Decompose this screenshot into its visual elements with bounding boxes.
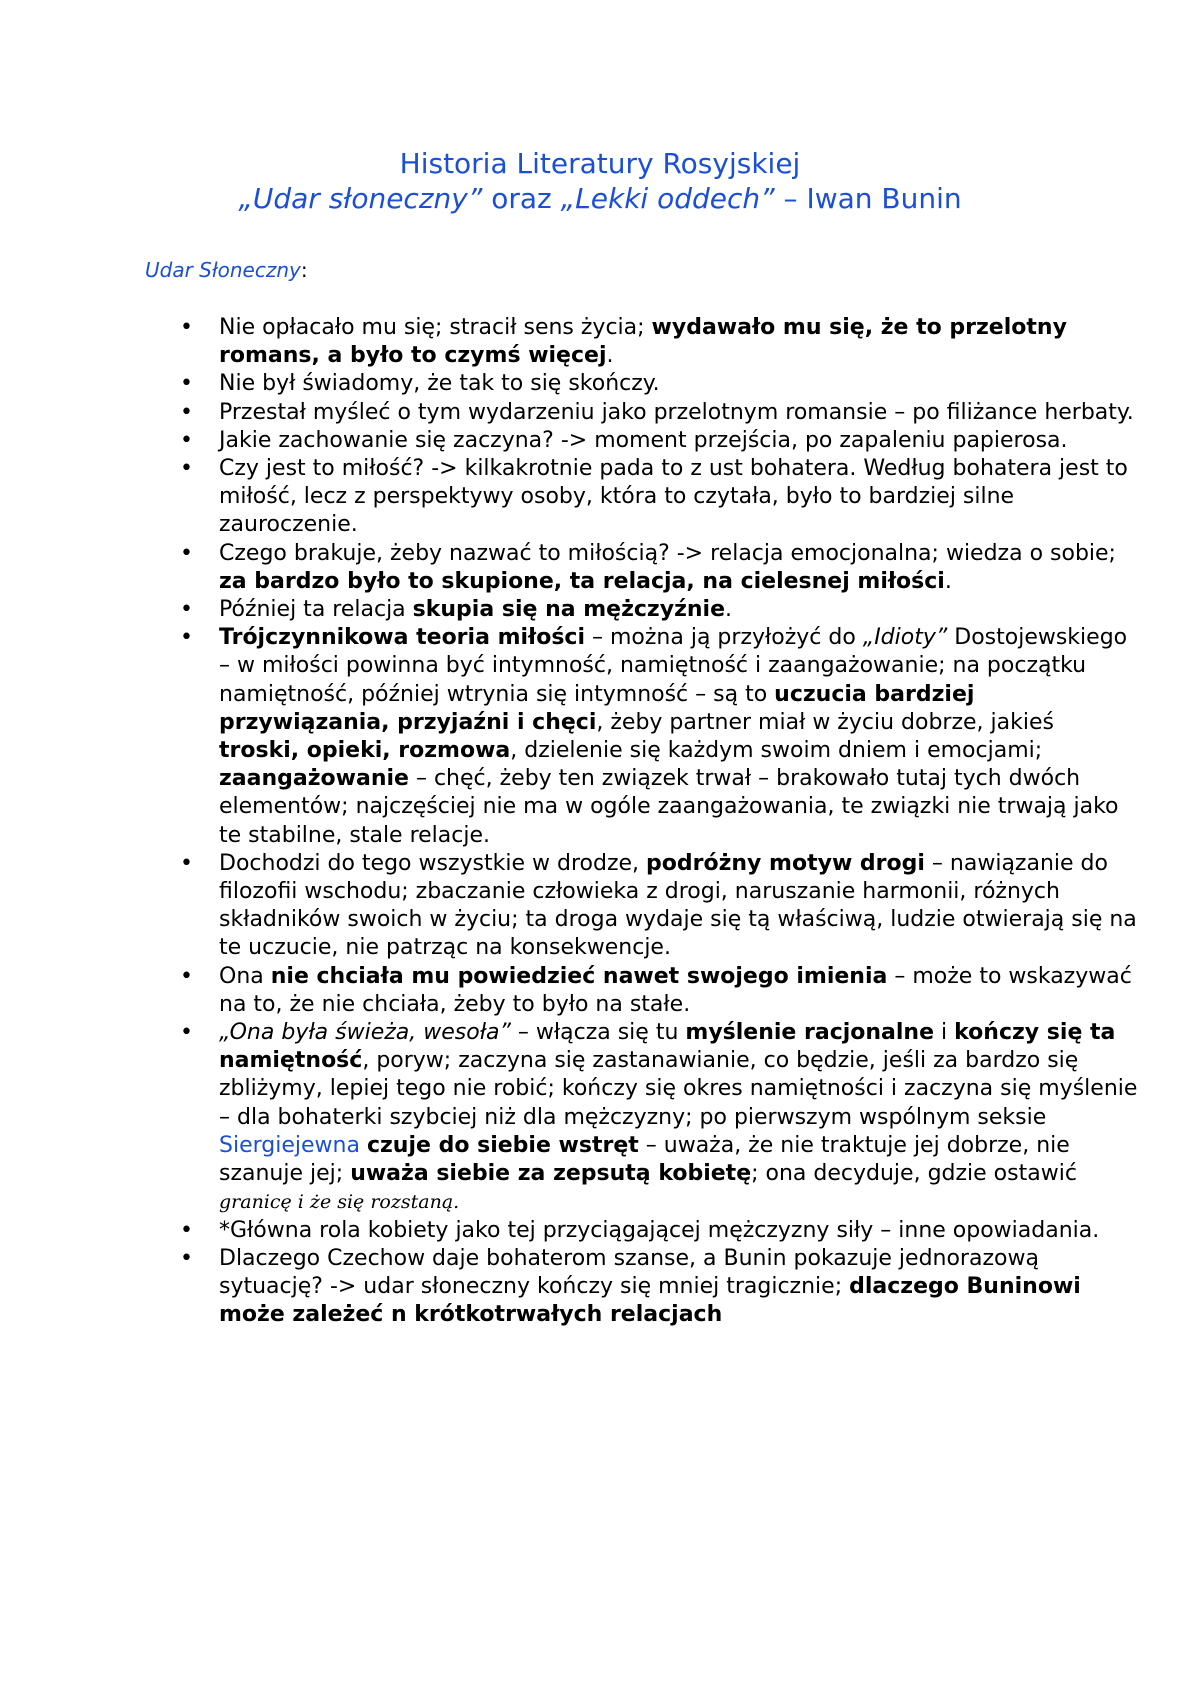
item-text: Dochodzi do tego wszystkie w drodze, <box>219 850 647 876</box>
subtitle-conjunction: oraz <box>482 182 561 215</box>
item-italic: „Ona była świeża, wesoła” <box>219 1020 511 1046</box>
list-item <box>219 624 1139 850</box>
item-text: Później ta relacja <box>219 597 413 623</box>
item-bold: zaangażowanie <box>219 766 409 792</box>
item-text: Nie był świadomy, że tak to się skończy. <box>219 371 660 397</box>
document-subtitle <box>0 182 1200 216</box>
item-text: Czy jest to miłość? -> kilkakrotnie pada to z ust bohatera. Według bohatera jest to miłość, lecz z perspektywy osoby, która to czytała, było to bardziej silne zauroczenie. <box>219 456 1128 538</box>
item-text: . <box>606 343 614 369</box>
item-bold: kończy się ta namiętność <box>219 1020 1116 1074</box>
work-title-udar: „Udar słoneczny” <box>238 182 483 215</box>
item-text: . <box>725 597 733 623</box>
item-text: – włącza się tu <box>510 1020 686 1046</box>
subtitle-author: – Iwan Bunin <box>774 182 962 215</box>
section-colon: : <box>300 258 308 282</box>
item-text: Przestał myśleć o tym wydarzeniu jako przelotnym romansie – po filiżance herbaty. <box>219 399 1134 425</box>
item-text: , poryw; zaczyna się zastanawianie, co będzie, jeśli za bardzo się zbliżymy, lepiej tego nie robić; kończy się okres namiętności i zaczyna się myślenie – dla bohaterki szybciej niż dla mężczyzny; po pierwszym wspólnym seksie <box>219 1048 1138 1130</box>
list-item <box>219 850 1139 963</box>
work-title-lekki: „Lekki oddech” <box>560 182 775 215</box>
list-item <box>219 963 1139 1019</box>
item-text <box>360 1133 367 1158</box>
item-bold: dlaczego Buninowi może zależeć n krótkotrwałych relacjach <box>219 1273 1081 1328</box>
item-bold: podróżny motyw drogi <box>646 850 925 876</box>
section-heading <box>145 258 308 282</box>
list-item <box>219 1019 1139 1216</box>
item-text: Czego brakuje, żeby nazwać to miłością? -> relacja emocjonalna; wiedza o sobie; <box>219 540 1116 566</box>
item-italic: „Idioty” <box>862 625 948 651</box>
item-bold: nie chciała mu powiedzieć nawet swojego imienia <box>270 963 888 989</box>
character-name: Siergiejewna <box>219 1132 360 1158</box>
item-bold: za bardzo było to skupione, ta relacja, na cielesnej miłości <box>219 568 945 594</box>
item-text: ; ona decyduje, gdzie ostawić <box>751 1161 1077 1187</box>
item-text: Dlaczego Czechow daje bohaterom szanse, a Bunin pokazuje jednorazową sytuację? -> udar słoneczny kończy się mniej tragicznie; <box>219 1245 1039 1299</box>
item-bold: skupia się na mężczyźnie <box>412 597 726 623</box>
document-title: Historia Literatury Rosyjskiej <box>399 147 801 180</box>
item-bold: troski, opieki, rozmowa <box>219 738 511 764</box>
notes-list <box>145 314 1139 1329</box>
item-text: – chęć, żeby ten związek trwał – brakowało tutaj tych dwóch elementów; najczęściej nie ma w ogóle zaangażowania, te związki nie trwają jako te stabilne, stale relacje. <box>219 766 1119 848</box>
item-bold: czuje do siebie wstręt <box>366 1132 639 1158</box>
list-item <box>219 540 1139 596</box>
item-bold: wydawało mu się, że to przelotny romans, a było to czymś więcej <box>219 315 1067 369</box>
item-text: , dzielenie się każdym swoim dniem i emocjami; <box>510 738 1043 764</box>
item-text: Dostojewskiego – w miłości powinna być intymność, namiętność i zaangażowanie; na początku namiętność, później wtrynia się intymność – są to <box>219 625 1128 707</box>
list-item <box>219 427 1139 455</box>
item-bold: uczucia bardziej przywiązania, przyjaźni i chęci <box>219 681 975 735</box>
item-bold: uważa siebie za zepsutą kobietę <box>350 1161 752 1187</box>
list-item <box>219 596 1139 624</box>
list-item <box>219 1245 1139 1330</box>
item-text: – nawiązanie do filozofii wschodu; zbaczanie człowieka z drogi, naruszanie harmonii, różnych składników swoich w życiu; ta droga wydaje się tą właściwą, ludzie otwierają się na te uczucie, nie patrząc na konsekwencje. <box>219 850 1137 961</box>
list-item <box>219 399 1139 427</box>
item-text: i <box>934 1020 955 1046</box>
item-text: Nie opłacało mu się; stracił sens życia; <box>219 315 652 340</box>
item-text: – uważa, że nie traktuje jej dobrze, nie szanuje jej; <box>219 1132 1070 1187</box>
list-item <box>219 370 1139 398</box>
item-text: – może to wskazywać na to, że nie chciała, żeby to było na stałe. <box>219 963 1132 1017</box>
list-item <box>219 455 1139 540</box>
item-text: Ona <box>219 963 271 989</box>
item-text: Jakie zachowanie się zaczyna? -> moment przejścia, po zapaleniu papierosa. <box>219 427 1068 453</box>
item-text: *Główna rola kobiety jako tej przyciągającej mężczyzny siły – inne opowiadania. <box>219 1217 1100 1243</box>
section-label: Udar Słoneczny <box>145 258 301 282</box>
item-text: , żeby partner miał w życiu dobrze, jakieś <box>596 709 1054 735</box>
item-text: – można ją przyłożyć do <box>585 625 863 651</box>
item-serif-text: granicę i że się rozstaną. <box>219 1191 460 1214</box>
item-bold: myślenie racjonalne <box>685 1020 935 1046</box>
list-item <box>219 1217 1139 1245</box>
item-bold: Trójczynnikowa teoria miłości <box>219 625 585 651</box>
item-text: . <box>944 568 952 594</box>
list-item <box>219 314 1139 370</box>
